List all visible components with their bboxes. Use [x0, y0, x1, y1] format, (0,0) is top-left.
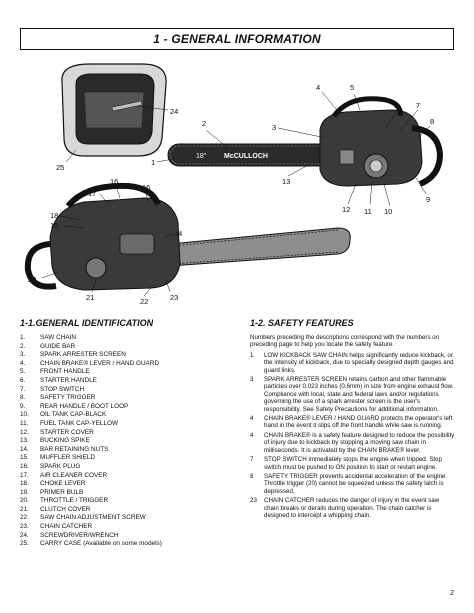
item-number: 25. — [20, 540, 29, 548]
item-label: SCREWDRIVER/WRENCH — [40, 531, 119, 539]
feature-number: 4 — [250, 415, 254, 423]
safety-feature-item — [250, 352, 455, 374]
identification-item — [20, 514, 225, 523]
item-number: 16. — [20, 462, 29, 470]
safety-title: 1-2. SAFETY FEATURES — [250, 318, 354, 328]
callout-23: 23 — [170, 293, 179, 302]
feature-number: 23 — [250, 497, 257, 505]
callout-1: 1 — [151, 158, 156, 167]
item-label: REAR HANDLE / BOOT LOOP — [40, 402, 129, 410]
callout-3: 3 — [272, 123, 277, 132]
chainsaw-illustration — [20, 58, 456, 308]
item-number: 17. — [20, 471, 29, 479]
callout-4: 4 — [316, 83, 321, 92]
item-label: FUEL TANK CAP-YELLOW — [40, 419, 119, 427]
callout-25: 25 — [56, 163, 65, 172]
callout-2: 2 — [202, 119, 207, 128]
item-number: 4. — [20, 359, 26, 367]
item-number: 1. — [20, 334, 26, 341]
item-label: SPARK PLUG — [40, 462, 81, 470]
safety-feature-item — [250, 456, 455, 471]
bar-brand-label: McCULLOCH — [224, 153, 268, 160]
feature-description: LOW KICKBACK SAW CHAIN helps significantly reduce kickback, or the intensity of kickback, due to specially designed depth gauges and guard links. — [264, 351, 454, 374]
callout-5: 5 — [350, 83, 355, 92]
callout-6: 6 — [394, 101, 399, 110]
callout-13: 13 — [282, 177, 291, 186]
identification-item — [20, 506, 225, 515]
item-number: 11. — [20, 419, 29, 427]
identification-title: 1-1.GENERAL IDENTIFICATION — [20, 318, 154, 328]
callout-10: 10 — [384, 207, 393, 216]
callout-12: 12 — [342, 205, 351, 214]
identification-item — [20, 489, 225, 498]
bar-size-label: 18" — [196, 153, 207, 160]
callout-16: 16 — [110, 177, 119, 186]
identification-item — [20, 532, 225, 541]
identification-item — [20, 360, 225, 369]
item-number: 3. — [20, 351, 26, 359]
item-label: SAW CHAIN ADJUSTMENT SCREW — [40, 514, 146, 522]
item-label: CHAIN CATCHER — [40, 523, 93, 531]
identification-item — [20, 377, 225, 386]
callout-14: 14 — [174, 229, 183, 238]
item-number: 22. — [20, 514, 29, 522]
item-label: AIR CLEANER COVER — [40, 471, 108, 479]
item-number: 7. — [20, 385, 26, 393]
item-label: OIL TANK CAP-BLACK — [40, 411, 107, 419]
item-number: 13. — [20, 437, 29, 445]
item-label: GUIDE BAR — [40, 342, 76, 350]
feature-number: 7 — [250, 456, 254, 464]
feature-number: 8 — [250, 472, 254, 480]
chainsaw-diagram — [20, 58, 456, 308]
section-title: 1 - GENERAL INFORMATION — [153, 32, 321, 46]
safety-feature-item — [250, 497, 455, 519]
item-number: 8. — [20, 394, 26, 402]
identification-item — [20, 437, 225, 446]
identification-item — [20, 386, 225, 395]
item-number: 9. — [20, 402, 26, 410]
feature-number: 3 — [250, 376, 254, 384]
safety-features-section — [250, 318, 455, 521]
identification-item — [20, 420, 225, 429]
callout-7: 7 — [416, 101, 421, 110]
callout-9: 9 — [426, 195, 431, 204]
item-number: 21. — [20, 505, 29, 513]
item-label: FRONT HANDLE — [40, 368, 90, 376]
item-number: 5. — [20, 368, 26, 376]
identification-item — [20, 463, 225, 472]
feature-description: CHAIN CATCHER reduces the danger of injury in the event saw chain breaks or derails during operation. The chain catcher is designed to intercept a whipping chain. — [264, 497, 440, 519]
item-number: 18. — [20, 480, 29, 488]
callout-22: 22 — [140, 297, 149, 306]
identification-item — [20, 540, 225, 549]
callout-20: 20 — [28, 275, 37, 284]
feature-description: CHAIN BRAKE® is a safety feature designed to reduce the possibility of injury due to kickback by stopping a moving saw chain in milliseconds. It is activated by the CHAIN BRAKE® lever. — [264, 431, 455, 454]
chainsaw-top-view — [168, 99, 440, 186]
item-number: 10. — [20, 411, 29, 419]
item-label: SAW CHAIN — [40, 334, 76, 341]
item-label: BAR RETAINING NUTS — [40, 445, 109, 453]
item-label: THROTTLE / TRIGGER — [40, 497, 109, 505]
feature-description: SAFETY TRIGGER prevents accidental acceleration of the engine. Throttle trigger (20) cannot be squeezed unless the safety latch is depressed. — [264, 472, 448, 495]
identification-item — [20, 351, 225, 360]
item-label: STARTER HANDLE — [40, 376, 97, 384]
item-label: PRIMER BULB — [40, 488, 84, 496]
callout-15: 15 — [142, 183, 151, 192]
section-header — [20, 28, 454, 50]
callout-21: 21 — [86, 293, 95, 302]
identification-item — [20, 472, 225, 481]
item-label: CLUTCH COVER — [40, 505, 91, 513]
item-number: 15. — [20, 454, 29, 462]
callout-19: 19 — [50, 221, 59, 230]
safety-feature-item — [250, 473, 455, 495]
page-number: 2 — [450, 590, 454, 597]
general-identification-section — [20, 318, 225, 549]
identification-list — [20, 334, 225, 549]
identification-item — [20, 368, 225, 377]
identification-item — [20, 343, 225, 352]
item-number: 6. — [20, 376, 26, 384]
identification-item — [20, 334, 225, 343]
callout-11: 11 — [364, 207, 372, 216]
item-label: STOP SWITCH — [40, 385, 85, 393]
feature-description: STOP SWITCH immediately stops the engine when tripped. Stop switch must be pushed to ON position to start or restart engine. — [264, 456, 442, 471]
item-number: 23. — [20, 523, 29, 531]
item-number: 19. — [20, 488, 29, 496]
item-label: STARTER COVER — [40, 428, 94, 436]
item-label: BUCKING SPIKE — [40, 437, 90, 445]
feature-number: 1 — [250, 351, 254, 359]
identification-item — [20, 411, 225, 420]
item-number: 24. — [20, 531, 29, 539]
item-label: SPARK ARRESTER SCREEN — [40, 351, 126, 359]
item-label: MUFFLER SHIELD — [40, 454, 96, 462]
item-label: SAFETY TRIGGER — [40, 394, 96, 402]
feature-number: 4 — [250, 431, 254, 439]
item-number: 12. — [20, 428, 29, 436]
identification-item — [20, 429, 225, 438]
safety-features-list — [250, 352, 455, 520]
feature-description: SPARK ARRESTER SCREEN retains carbon and other flammable particles over 0.023 inches (0.6mm) in size from engine exhaust flow. Compliance with local, state and federal laws and/or regulations governing the use of a spark arrester screen is the user's responsibility. See Safety Precautions for additional information. — [264, 376, 454, 413]
item-number: 14. — [20, 445, 29, 453]
feature-description: CHAIN BRAKE® LEVER / HAND GUARD protects the operator's left hand in the event it slips off the front handle while saw is running. — [264, 415, 453, 430]
item-label: CARRY CASE (Available on some models) — [40, 540, 162, 548]
item-label: CHAIN BRAKE® LEVER / HAND GUARD — [40, 359, 160, 367]
safety-feature-item — [250, 415, 455, 430]
chainsaw-side-view — [28, 186, 350, 290]
item-label: CHOKE LEVER — [40, 480, 86, 488]
callout-8: 8 — [430, 117, 435, 126]
safety-feature-item — [250, 376, 455, 413]
callout-24: 24 — [170, 107, 179, 116]
identification-item — [20, 394, 225, 403]
safety-intro: Numbers preceding the descriptions correspond with the numbers on preceding page to help you locate the safety feature. — [250, 334, 440, 349]
callout-17: 17 — [88, 189, 97, 198]
identification-item — [20, 480, 225, 489]
identification-item — [20, 454, 225, 463]
callout-18: 18 — [50, 211, 59, 220]
item-number: 2. — [20, 342, 26, 350]
safety-feature-item — [250, 432, 455, 454]
identification-item — [20, 403, 225, 412]
carry-case-illustration — [62, 64, 166, 156]
identification-item — [20, 446, 225, 455]
item-number: 20. — [20, 497, 29, 505]
identification-item — [20, 497, 225, 506]
identification-item — [20, 523, 225, 532]
